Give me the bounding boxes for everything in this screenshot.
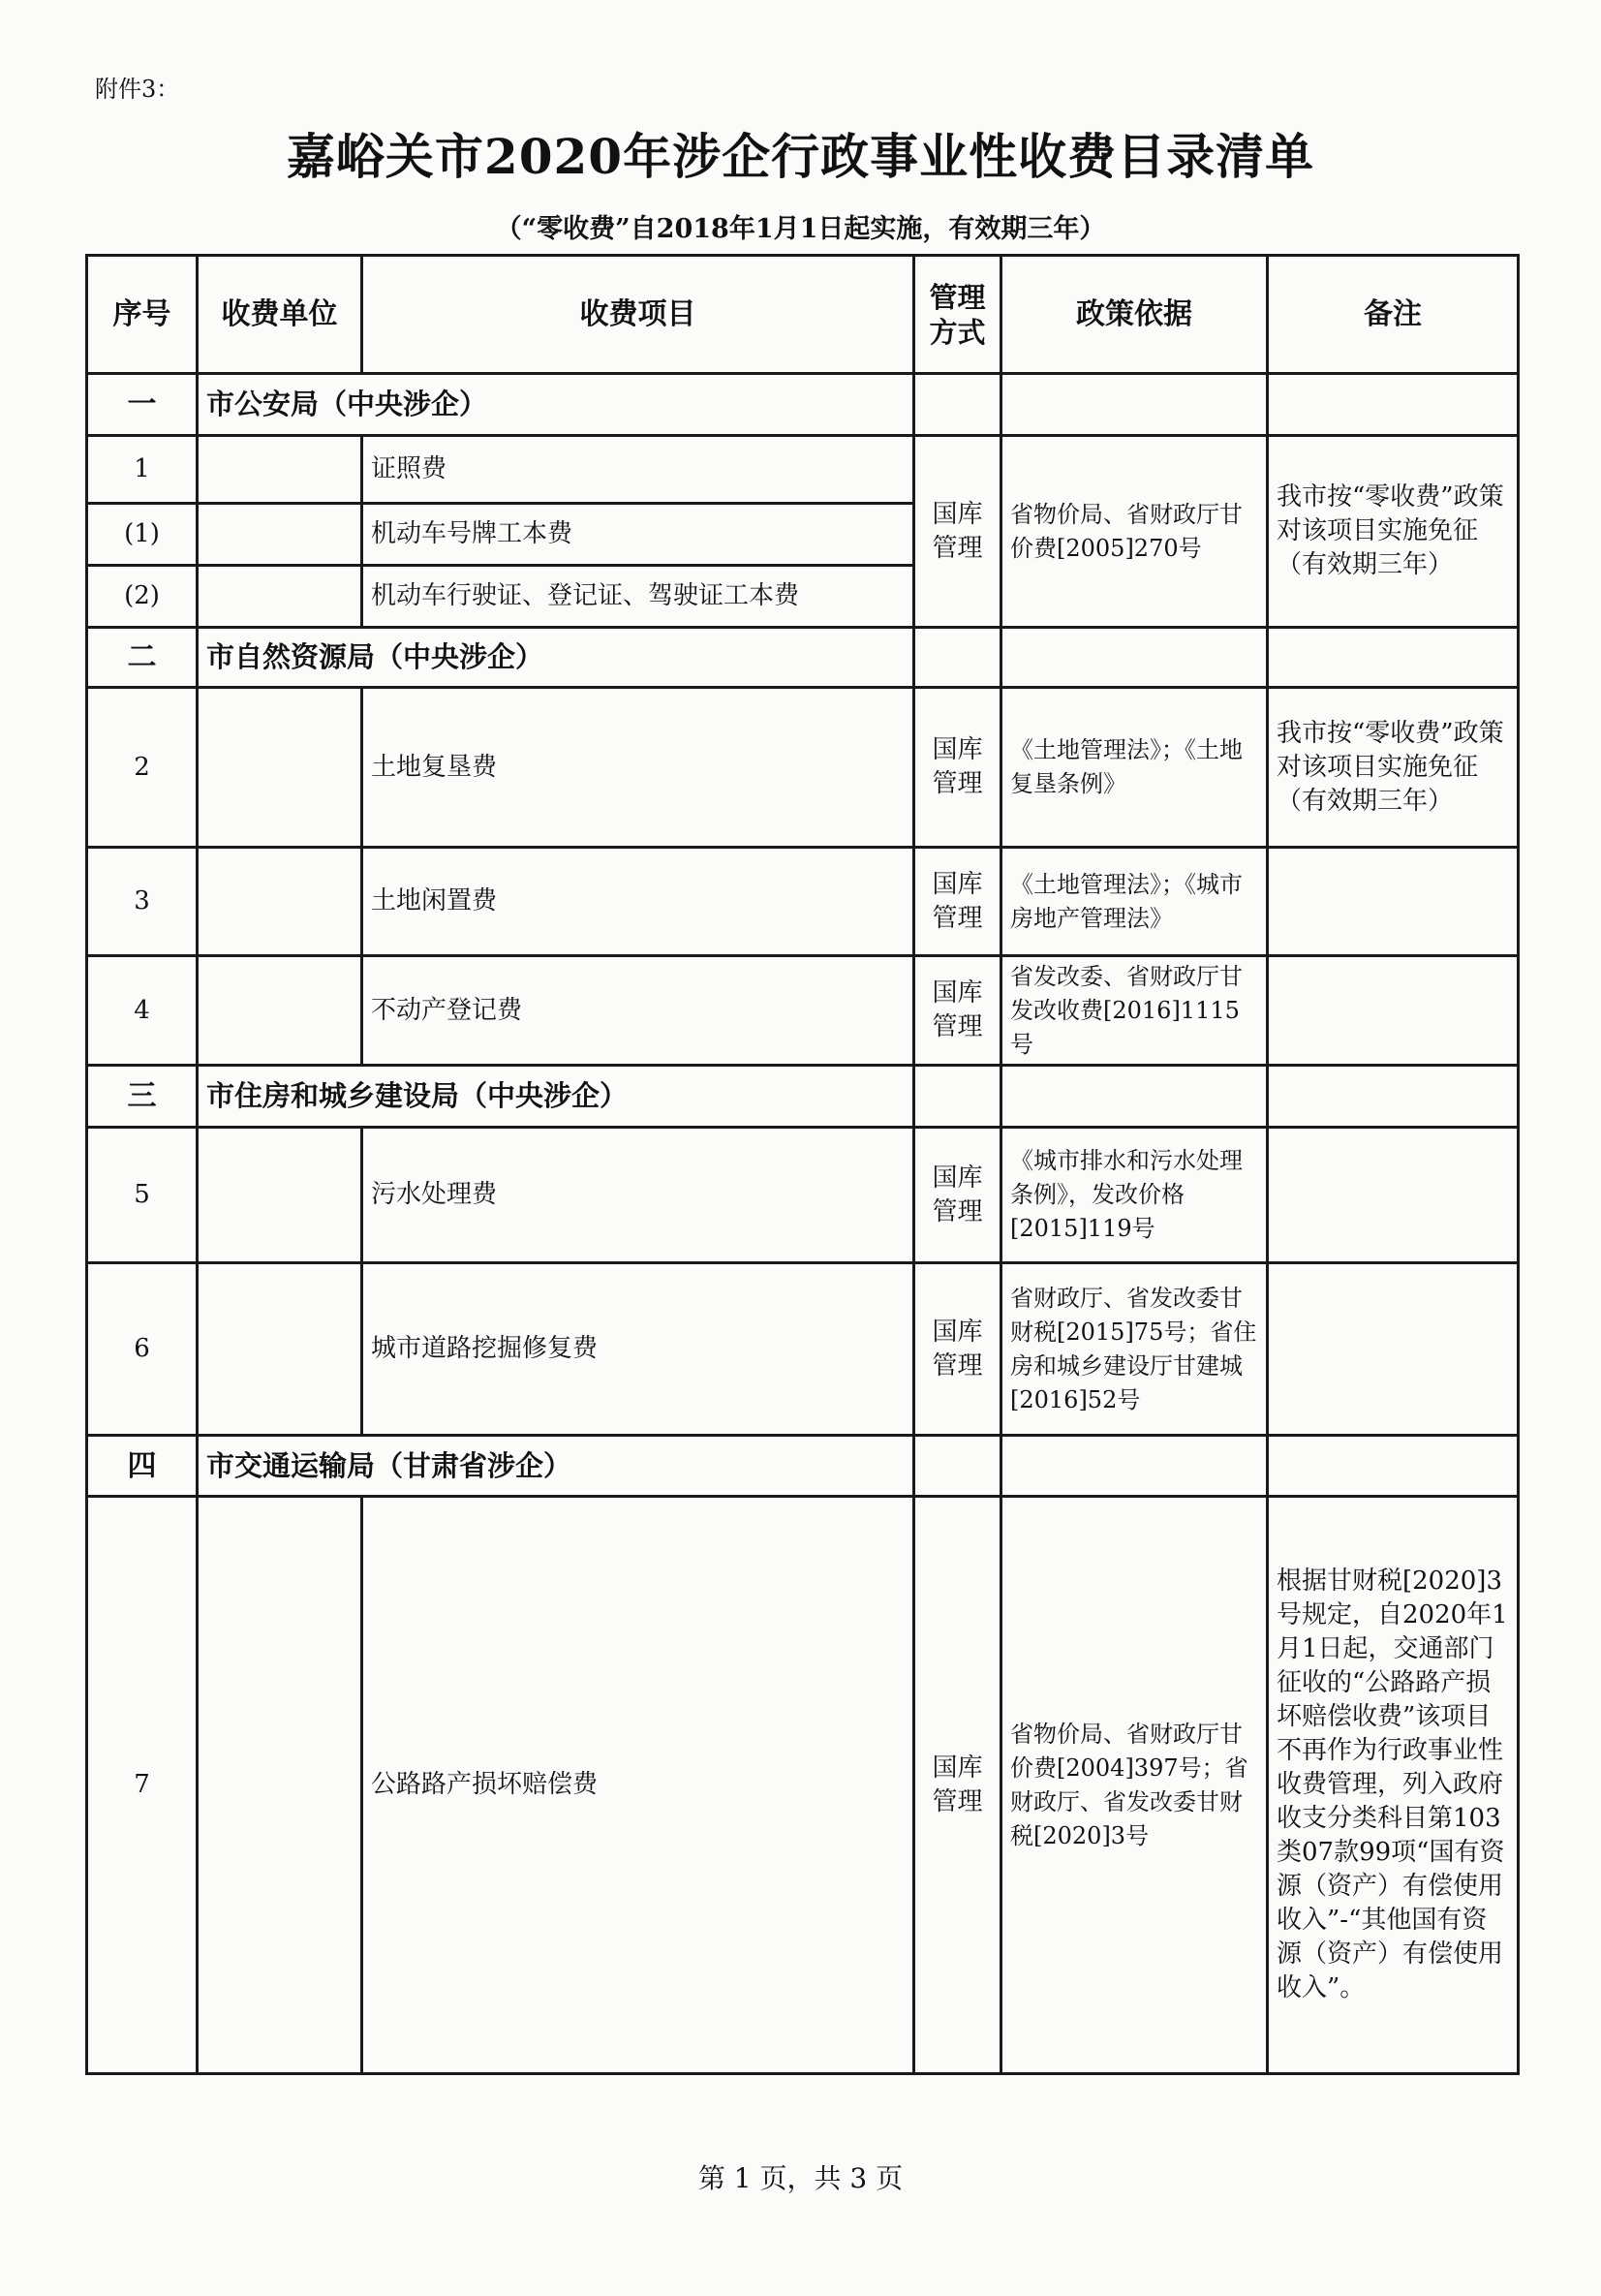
item-cell: 土地复垦费 (362, 688, 914, 848)
section-row (87, 628, 1519, 688)
unit-cell (198, 956, 362, 1066)
policy-cell: 《城市排水和污水处理条例》，发改价格[2015]119号 (1001, 1128, 1268, 1263)
empty-cell (1001, 628, 1268, 688)
empty-cell (914, 1436, 1001, 1497)
table-row (87, 688, 1519, 848)
mgmt-cell: 国库管理 (914, 1497, 1001, 2074)
seq-cell: (1) (87, 504, 198, 566)
seq-cell: 5 (87, 1128, 198, 1263)
unit-cell (198, 688, 362, 848)
empty-cell (914, 374, 1001, 436)
item-cell: 不动产登记费 (362, 956, 914, 1066)
policy-cell: 《土地管理法》；《土地复垦条例》 (1001, 688, 1268, 848)
col-header-unit: 收费单位 (198, 256, 362, 374)
col-header-policy: 政策依据 (1001, 256, 1268, 374)
policy-cell: 省物价局、省财政厅甘价费[2005]270号 (1001, 436, 1268, 628)
col-header-note: 备注 (1268, 256, 1519, 374)
empty-cell (1001, 1066, 1268, 1128)
note-cell (1268, 1263, 1519, 1436)
unit-cell (198, 504, 362, 566)
item-cell: 污水处理费 (362, 1128, 914, 1263)
section-number: 一 (87, 374, 198, 436)
unit-cell (198, 436, 362, 504)
note-cell (1268, 1128, 1519, 1263)
policy-cell: 《土地管理法》；《城市房地产管理法》 (1001, 848, 1268, 956)
seq-cell: 2 (87, 688, 198, 848)
document-subtitle: （“零收费”自2018年1月1日起实施，有效期三年） (495, 214, 1106, 244)
table-row (87, 1128, 1519, 1263)
document-title: 嘉峪关市2020年涉企行政事业性收费目录清单 (286, 128, 1315, 185)
section-name: 市交通运输局（甘肃省涉企） (198, 1436, 914, 1497)
empty-cell (1268, 1436, 1519, 1497)
note-cell: 我市按“零收费”政策对该项目实施免征（有效期三年） (1268, 688, 1519, 848)
policy-cell: 省财政厅、省发改委甘财税[2015]75号；省住房和城乡建设厅甘建城[2016]52号 (1001, 1263, 1268, 1436)
seq-cell: 1 (87, 436, 198, 504)
empty-cell (1001, 374, 1268, 436)
seq-cell: 4 (87, 956, 198, 1066)
section-number: 四 (87, 1436, 198, 1497)
unit-cell (198, 566, 362, 628)
unit-cell (198, 1128, 362, 1263)
empty-cell (1268, 374, 1519, 436)
empty-cell (914, 1066, 1001, 1128)
col-header-mgmt: 管理方式 (914, 256, 1001, 374)
mgmt-cell: 国库管理 (914, 1128, 1001, 1263)
table-row (87, 1263, 1519, 1436)
seq-cell: (2) (87, 566, 198, 628)
table-header-row (87, 256, 1519, 374)
item-cell: 土地闲置费 (362, 848, 914, 956)
empty-cell (914, 628, 1001, 688)
policy-cell: 省物价局、省财政厅甘价费[2004]397号；省财政厅、省发改委甘财税[2020]3号 (1001, 1497, 1268, 2074)
page-number: 第 1 页，共 3 页 (697, 2162, 904, 2194)
col-header-seq: 序号 (87, 256, 198, 374)
seq-cell: 3 (87, 848, 198, 956)
section-row (87, 1066, 1519, 1128)
mgmt-cell: 国库管理 (914, 848, 1001, 956)
section-name: 市公安局（中央涉企） (198, 374, 914, 436)
item-cell: 城市道路挖掘修复费 (362, 1263, 914, 1436)
unit-cell (198, 848, 362, 956)
col-header-item: 收费项目 (362, 256, 914, 374)
section-name: 市自然资源局（中央涉企） (198, 628, 914, 688)
policy-cell: 省发改委、省财政厅甘发改收费[2016]1115号 (1001, 956, 1268, 1066)
item-cell: 机动车行驶证、登记证、驾驶证工本费 (362, 566, 914, 628)
empty-cell (1268, 1066, 1519, 1128)
note-cell: 根据甘财税[2020]3号规定，自2020年1月1日起，交通部门征收的“公路路产损坏赔偿收费”该项目不再作为行政事业性收费管理，列入政府收支分类科目第103类07款99项“国有资源（资产）有偿使用收入”-“其他国有资源（资产）有偿使用收入”。 (1268, 1497, 1519, 2074)
section-number: 三 (87, 1066, 198, 1128)
section-row (87, 1436, 1519, 1497)
table-row (87, 436, 1519, 504)
item-cell: 证照费 (362, 436, 914, 504)
note-cell (1268, 848, 1519, 956)
seq-cell: 7 (87, 1497, 198, 2074)
empty-cell (1268, 628, 1519, 688)
mgmt-cell: 国库管理 (914, 1263, 1001, 1436)
section-row (87, 374, 1519, 436)
mgmt-cell: 国库管理 (914, 688, 1001, 848)
item-cell: 公路路产损坏赔偿费 (362, 1497, 914, 2074)
note-cell: 我市按“零收费”政策对该项目实施免征（有效期三年） (1268, 436, 1519, 628)
note-cell (1268, 956, 1519, 1066)
section-name: 市住房和城乡建设局（中央涉企） (198, 1066, 914, 1128)
table-row (87, 956, 1519, 1066)
fee-table (85, 254, 1520, 2075)
mgmt-cell: 国库管理 (914, 956, 1001, 1066)
table-row (87, 848, 1519, 956)
attachment-label: 附件3： (95, 76, 180, 103)
empty-cell (1001, 1436, 1268, 1497)
table-row (87, 1497, 1519, 2074)
seq-cell: 6 (87, 1263, 198, 1436)
item-cell: 机动车号牌工本费 (362, 504, 914, 566)
mgmt-cell: 国库管理 (914, 436, 1001, 628)
unit-cell (198, 1497, 362, 2074)
unit-cell (198, 1263, 362, 1436)
section-number: 二 (87, 628, 198, 688)
